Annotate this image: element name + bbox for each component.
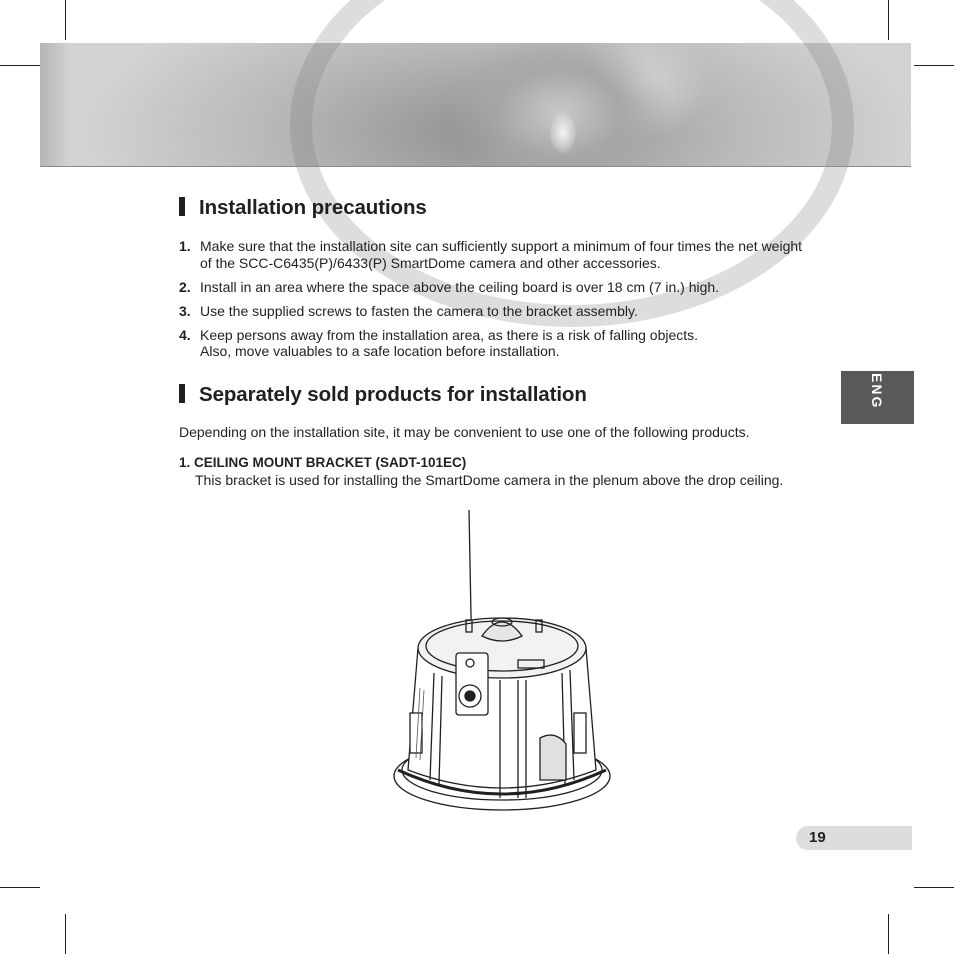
section-bar-icon: [179, 384, 185, 403]
list-item-number: 4.: [179, 326, 191, 343]
section-title-text: Installation precautions: [199, 196, 427, 219]
band-edge-shade: [40, 43, 70, 167]
header-rule: [40, 166, 911, 167]
interior-shadow: [540, 735, 566, 780]
side-clip: [410, 713, 422, 753]
side-clip: [574, 713, 586, 753]
crop-mark: [0, 887, 40, 888]
list-item-text: Make sure that the installation site can sufficiently support a minimum of four times the net weight of the SCC-C6435(P)/6433(P) SmartDome camera and other accessories.: [200, 238, 803, 271]
list-item: [179, 238, 809, 271]
language-tab: [841, 371, 914, 424]
list-item-text: Use the supplied screws to fasten the camera to the bracket assembly.: [200, 302, 638, 319]
list-item-text: Keep persons away from the installation area, as there is a risk of falling objects.: [200, 326, 699, 343]
page-number: 19: [809, 829, 826, 846]
crop-mark: [65, 914, 66, 954]
section-title-text: Separately sold products for installation: [199, 383, 587, 406]
page-number-badge: [796, 826, 912, 850]
lens-highlight: [550, 113, 576, 153]
header-photo-band: [40, 43, 911, 167]
crop-mark: [888, 914, 889, 954]
product-description: This bracket is used for installing the SmartDome camera in the plenum above the drop ceiling.: [195, 472, 784, 488]
precautions-list: [179, 238, 809, 367]
hanger-bolt: [465, 691, 475, 701]
list-item-number: 2.: [179, 278, 191, 295]
list-item: [179, 327, 809, 360]
product-heading: 1. CEILING MOUNT BRACKET (SADT-101EC): [179, 455, 467, 470]
crop-mark: [0, 65, 40, 66]
crop-mark: [65, 0, 66, 40]
list-item-text-continued: Also, move valuables to a safe location before installation.: [200, 343, 560, 359]
section-title-separately-sold-products: [179, 383, 587, 407]
section-bar-icon: [179, 197, 185, 216]
list-item-number: 1.: [179, 238, 191, 254]
language-tab-label: ENG: [869, 373, 885, 410]
list-item: [179, 303, 809, 320]
crop-mark: [914, 65, 954, 66]
list-item-text: Install in an area where the space above the ceiling board is over 18 cm (7 in.) high.: [200, 278, 720, 295]
section-title-installation-precautions: [179, 196, 427, 220]
crop-mark: [888, 0, 889, 40]
crop-mark: [914, 887, 954, 888]
list-item-number: 3.: [179, 302, 191, 319]
section-intro: Depending on the installation site, it may be convenient to use one of the following products.: [179, 424, 750, 440]
list-item: [179, 279, 809, 296]
ceiling-mount-bracket-illustration: [390, 508, 615, 836]
